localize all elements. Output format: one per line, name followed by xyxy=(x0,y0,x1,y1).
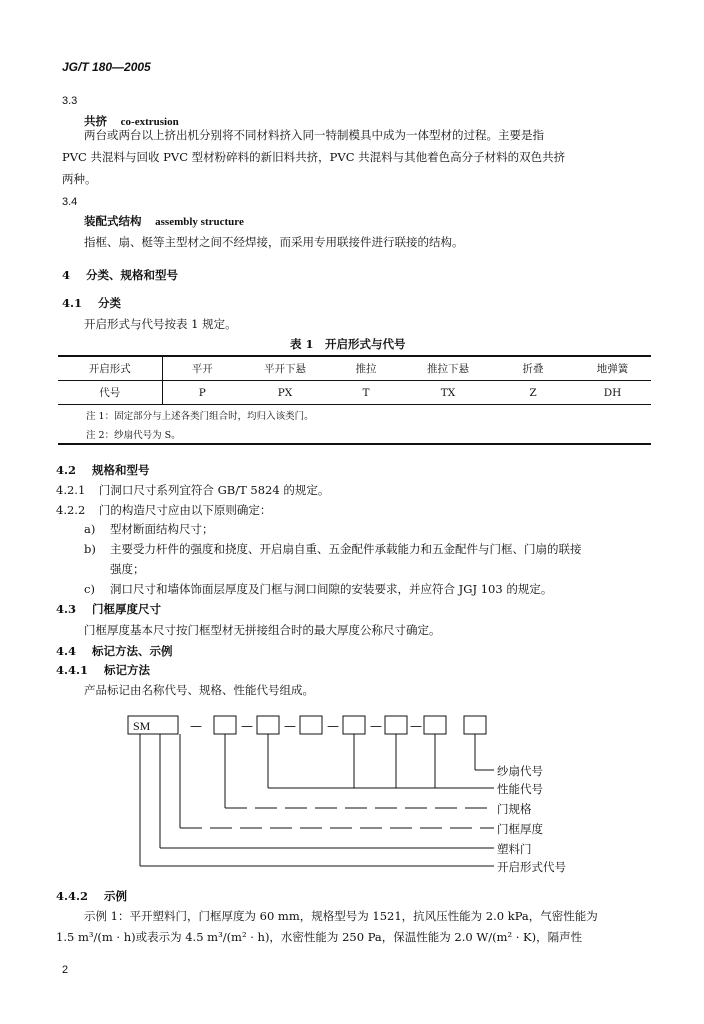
section-title: 分类 xyxy=(98,296,122,310)
table-cell: T xyxy=(328,381,404,405)
separator-dash: — xyxy=(370,719,382,733)
list-text: 主要受力杆件的强度和挠度、开启扇自重、五金配件承载能力和五金配件与门框、门扇的联接 xyxy=(110,542,582,556)
paragraph: 门框厚度基本尺寸按门框型材无拼接组合时的最大厚度公称尺寸确定。 xyxy=(84,623,441,637)
section-number: 4.4.2 xyxy=(56,889,89,903)
diagram-label-frame-thickness: 门框厚度 xyxy=(497,822,543,836)
separator-dash: — xyxy=(284,719,296,733)
paragraph: 指框、扇、梃等主型材之间不经焊接，而采用专用联接件进行联接的结构。 xyxy=(84,235,464,249)
table-note: 注 2：纱扇代号为 S。 xyxy=(58,424,651,444)
table-cell: 地弹簧 xyxy=(574,356,651,381)
section-number: 4.2 xyxy=(56,463,77,477)
table-cell: PX xyxy=(242,381,328,405)
opening-code-box xyxy=(214,716,236,734)
frame-thickness-box xyxy=(257,716,279,734)
list-mark: a) xyxy=(84,522,96,536)
table-cell: TX xyxy=(404,381,492,405)
section-number: 3.4 xyxy=(62,196,78,208)
list-text: 型材断面结构尺寸； xyxy=(110,522,214,536)
clause-number: 4.2.2 xyxy=(56,503,86,517)
diagram-label-plastic-door: 塑料门 xyxy=(497,842,532,856)
performance-box xyxy=(343,716,365,734)
separator-dash: — xyxy=(241,719,253,733)
section-number: 4.3 xyxy=(56,602,77,616)
name-code-text: SM xyxy=(133,719,151,733)
section-number: 4.1 xyxy=(62,296,83,310)
separator-dash: — xyxy=(190,719,202,733)
diagram-label-performance: 性能代号 xyxy=(497,782,543,796)
paragraph: 产品标记由名称代号、规格、性能代号组成。 xyxy=(84,683,314,697)
term-cn: 装配式结构 xyxy=(84,214,142,228)
table-cell: 折叠 xyxy=(492,356,574,381)
clause-text: 门洞口尺寸系列宜符合 GB/T 5824 的规定。 xyxy=(98,483,330,497)
section-number: 4.4 xyxy=(56,644,77,658)
example-line: 1.5 m³/(m · h)或表示为 4.5 m³/(m² · h)，水密性能为 250 Pa，保温性能为 2.0 W/(m² · K)，隔声性 xyxy=(56,930,583,944)
section-number: 3.3 xyxy=(62,95,78,107)
clause-text: 门的构造尺寸应由以下原则确定： xyxy=(98,503,272,517)
performance-box xyxy=(424,716,446,734)
section-heading xyxy=(56,888,127,904)
separator-dash: — xyxy=(410,719,422,733)
performance-box xyxy=(385,716,407,734)
term-cn: 共挤 xyxy=(84,114,107,128)
table-caption: 表 1 开启形式与代号 xyxy=(290,337,406,351)
text-line: PVC 共混料与回收 PVC 型材粉碎料的新旧料共挤，PVC 共混料与其他着色高分子材料的双色共挤 xyxy=(62,150,566,164)
table-cell: P xyxy=(162,381,242,405)
section-number: 4.4.1 xyxy=(56,663,89,677)
diagram-label-screen-sash: 纱扇代号 xyxy=(497,764,543,778)
table-cell: Z xyxy=(492,381,574,405)
table-cell: 推拉下悬 xyxy=(404,356,492,381)
chapter-number: 4 xyxy=(62,268,71,282)
section-title: 标记方法 xyxy=(104,663,151,677)
text-line: 两种。 xyxy=(62,172,97,186)
term-en: assembly structure xyxy=(155,216,244,228)
table-note: 注 1：固定部分与上述各类门组合时，均归入该类门。 xyxy=(86,410,314,422)
table-cell: DH xyxy=(574,381,651,405)
clause-number: 4.2.1 xyxy=(56,483,86,497)
table-cell: 推拉 xyxy=(328,356,404,381)
text-line: 两台或两台以上挤出机分别将不同材料挤入同一特制模具中成为一体型材的过程。主要是指 xyxy=(84,128,544,142)
list-mark: c) xyxy=(84,582,95,596)
section-title: 门框厚度尺寸 xyxy=(92,602,162,616)
list-mark: b) xyxy=(84,542,96,556)
screen-sash-box xyxy=(464,716,486,734)
example-line: 示例 1：平开塑料门，门框厚度为 60 mm，规格型号为 1521，抗风压性能为 2.0 kPa，气密性能为 xyxy=(84,909,598,923)
diagram-label-spec: 门规格 xyxy=(497,802,532,816)
chapter-title: 分类、规格和型号 xyxy=(86,268,179,282)
paragraph: 开启形式与代号按表 1 规定。 xyxy=(84,317,237,331)
table-cell: 代号 xyxy=(58,381,162,405)
term-en: co-extrusion xyxy=(120,116,179,128)
diagram-label-opening-type: 开启形式代号 xyxy=(497,860,566,874)
section-title: 示例 xyxy=(104,889,128,903)
list-text: 洞口尺寸和墙体饰面层厚度及门框与洞口间隙的安装要求，并应符合 JGJ 103 的规定。 xyxy=(110,582,553,596)
page-number: 2 xyxy=(62,964,69,976)
section-title: 标记方法、示例 xyxy=(92,644,173,658)
separator-dash: — xyxy=(327,719,339,733)
table-cell: 平开下悬 xyxy=(242,356,328,381)
table-cell: 平开 xyxy=(162,356,242,381)
list-item-continued: 强度； xyxy=(110,562,145,576)
table-cell: 开启形式 xyxy=(58,356,162,381)
spec-box xyxy=(300,716,322,734)
standard-code: JG/T 180—2005 xyxy=(62,60,151,74)
section-title: 规格和型号 xyxy=(92,463,150,477)
